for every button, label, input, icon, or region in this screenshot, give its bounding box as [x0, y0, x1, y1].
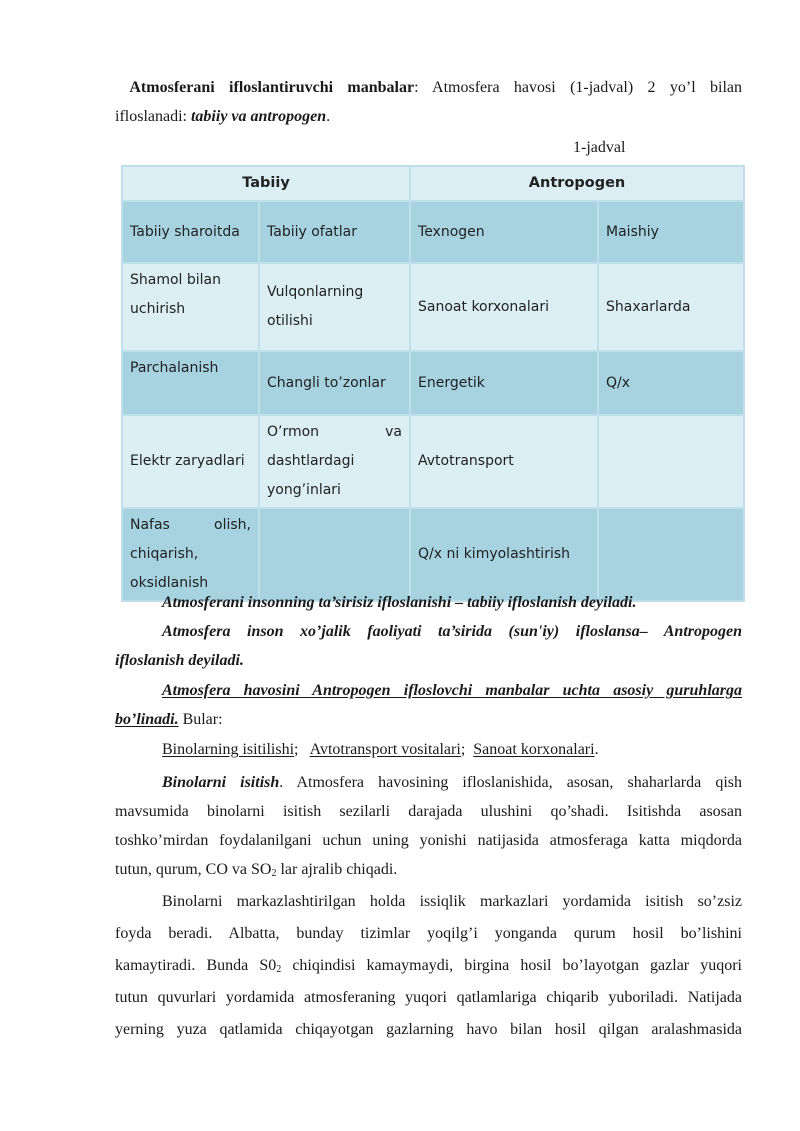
intro-text-1: : Atmosfera havosi (1-jadval) 2 yo’l bilan [414, 79, 743, 96]
anthropogenic-definition-line-1: Atmosfera inson xo’jalik faoliyati ta’sirida (sun'iy) ifloslansa– Antropogen [162, 623, 742, 640]
group-transport: Avtotransport vositalari [309, 741, 461, 758]
subscript: 2 [276, 964, 282, 975]
table-subheader-row [122, 201, 744, 263]
table-cell: O’rmon va dashtlardagi yong’inlari [259, 415, 410, 508]
source-groups-line-2 [115, 705, 742, 734]
anthropogenic-definition-line-2: ifloslanish deyiladi. [115, 652, 244, 669]
table-cell: Shaxarlarda [598, 263, 744, 351]
heating-line-1 [115, 768, 742, 797]
intro-title: Atmosferani ifloslantiruvchi manbalar [129, 79, 415, 96]
table-cell: Q/x ni kimyolashtirish [410, 508, 598, 601]
table-cell: Q/x [598, 351, 744, 415]
pollution-types: tabiiy va antropogen [190, 108, 327, 125]
pollution-sources-table [121, 165, 745, 602]
table-cell: Parchalanish [122, 351, 259, 415]
intro-line-1 [115, 73, 742, 102]
intro-line-2 [115, 102, 742, 131]
group-industry: Sanoat korxonalari [473, 741, 595, 758]
heating-line-3: toshko’mirdan foydalanilgani uchun uning yonishi natijasida atmosferaga katta miqdorda [115, 832, 742, 849]
source-groups-emph: bo’linadi. [115, 711, 179, 728]
heating-text-4a: tutun, qurum, CO va SO [115, 861, 272, 878]
table-cell: Tabiiy ofatlar [259, 201, 410, 263]
central-heating-line-3 [115, 951, 742, 980]
source-groups-text: Bular: [178, 711, 223, 728]
heating-line-2: mavsumida binolarni isitish sezilarli darajada ulushini qo’shadi. Isitishda asosan [115, 803, 742, 820]
table-row [122, 351, 744, 415]
central-heating-text-3b: chiqindisi kamaymaydi, birgina hosil bo’layotgan gazlar yuqori [281, 957, 742, 974]
table-row [122, 415, 744, 508]
source-groups-list: Binolarning isitilishi; Avtotransport vositalari; Sanoat korxonalari. [162, 741, 599, 758]
table-cell: Maishiy [598, 201, 744, 263]
source-groups-line-1: Atmosfera havosini Antropogen ifloslovchi manbalar uchta asosiy guruhlarga [162, 682, 742, 699]
table-cell: Avtotransport [410, 415, 598, 508]
central-heating-line-4: tutun quvurlari yordamida atmosferaning yuqori qatlamlariga chiqarib yuboriladi. Natijada [115, 989, 742, 1006]
header-natural: Tabiiy [122, 166, 410, 201]
intro-end: . [326, 108, 331, 125]
table-cell: Elektr zaryadlari [122, 415, 259, 508]
heating-title: Binolarni isitish [162, 774, 280, 791]
table-cell: Nafas olish, chiqarish, oksidlanish [122, 508, 259, 601]
central-heating-line-2: foyda beradi. Albatta, bunday tizimlar yoqilg’i yonganda qurum hosil bo’lishini [115, 925, 742, 942]
heating-text-4b: lar ajralib chiqadi. [276, 861, 398, 878]
table-cell [598, 415, 744, 508]
table-cell: Tabiiy sharoitda [122, 201, 259, 263]
central-heating-line-5: yerning yuza qatlamida chiqayotgan gazlarning havo bilan hosil qilgan aralashmasida [115, 1021, 742, 1038]
heating-line-4 [115, 855, 742, 884]
table-cell: Sanoat korxonalari [410, 263, 598, 351]
table-caption: 1-jadval [573, 139, 626, 156]
central-heating-text-3a: kamaytiradi. Bunda S0 [115, 957, 277, 974]
central-heating-line-1: Binolarni markazlashtirilgan holda issiqlik markazlari yordamida isitish so’zsiz [162, 893, 742, 910]
table-cell: Vulqonlarning otilishi [259, 263, 410, 351]
subscript: 2 [271, 868, 277, 879]
table-cell: Changli to’zonlar [259, 351, 410, 415]
heating-text-1: . Atmosfera havosining ifloslanishida, asosan, shaharlarda qish [279, 774, 742, 791]
table-header-row [122, 166, 744, 201]
natural-pollution-definition: Atmosferani insonning ta’sirisiz ifloslanishi – tabiiy ifloslanish deyiladi. [162, 594, 637, 611]
table-cell: Shamol bilan uchirish [122, 263, 259, 351]
group-heating: Binolarning isitilishi [162, 741, 295, 758]
header-anthropogenic: Antropogen [410, 166, 744, 201]
table-cell: Texnogen [410, 201, 598, 263]
table-cell: Energetik [410, 351, 598, 415]
intro-text-2: ifloslanadi: [115, 108, 191, 125]
table-row [122, 263, 744, 351]
